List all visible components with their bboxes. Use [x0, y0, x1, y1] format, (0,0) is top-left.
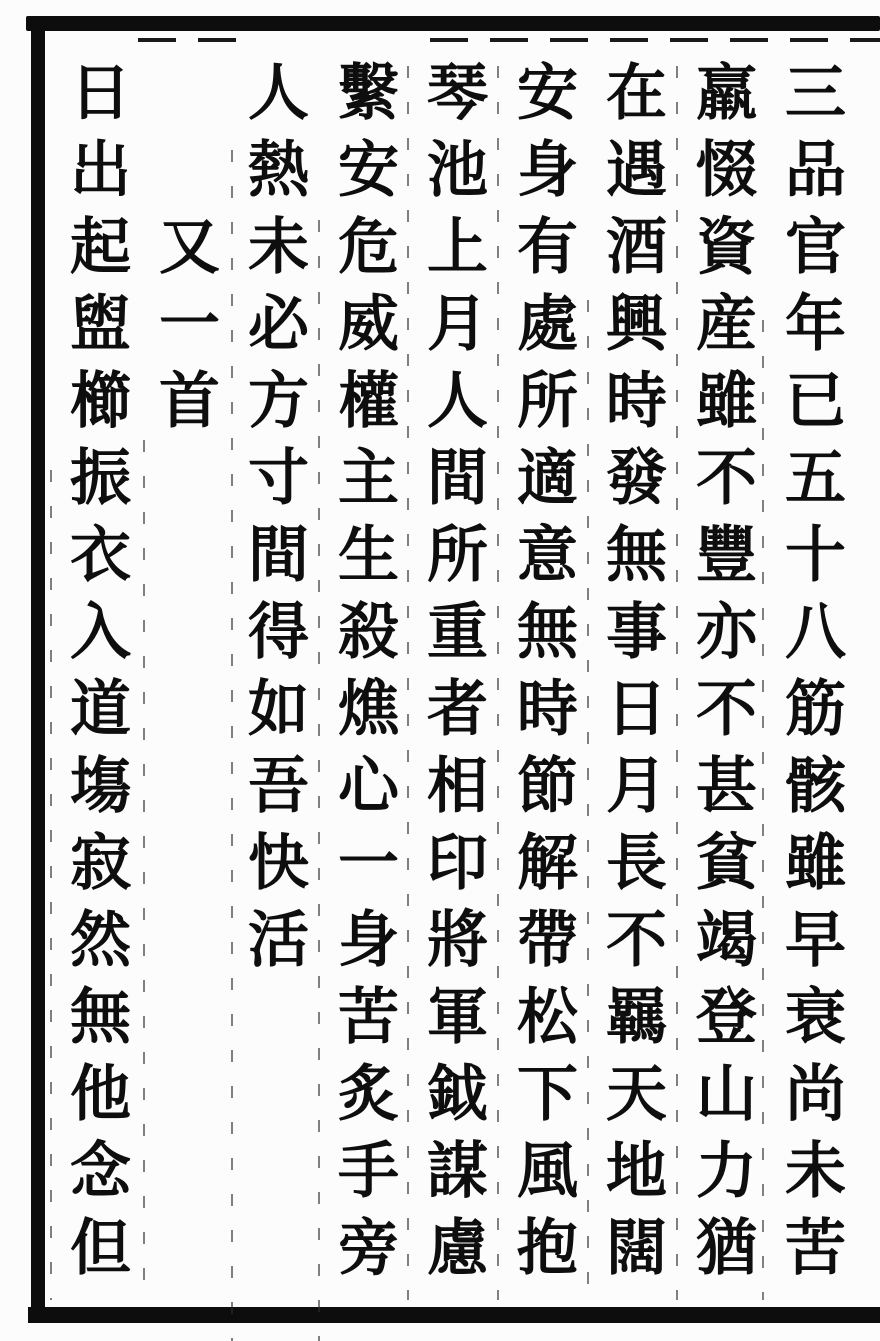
text-column-6: 繫安危威權主生殺燋心一身苦炙手旁: [328, 60, 399, 1292]
column-rule: [231, 150, 233, 1341]
column-rule: [676, 66, 678, 1300]
column-rule: [762, 320, 764, 1300]
column-rule: [407, 66, 409, 1300]
text-column-1: 三品官年已五十八筋骸雖早衰尚未苦: [775, 60, 846, 1292]
column-rule: [587, 300, 589, 1300]
column-rule: [143, 440, 145, 1300]
frame-top-border: [26, 16, 880, 31]
text-column-5: 琴池上月人間所重者相印將軍鉞謀慮: [417, 60, 488, 1292]
column-rule: [318, 220, 320, 1341]
frame-top-inner-line: [138, 38, 238, 42]
text-column-3: 在遇酒興時發無事日月長不羈天地闊: [596, 60, 667, 1292]
section-heading-another-poem: 又一首: [149, 214, 220, 445]
frame-left-border: [31, 18, 45, 1320]
column-rule: [50, 470, 52, 1300]
text-column-2: 羸惙資産雖不豐亦不甚貧竭登山力猶: [686, 60, 757, 1292]
frame-bottom-border: [28, 1307, 880, 1323]
column-rule: [497, 66, 499, 1300]
text-column-7: 人熱未必方寸間得如吾快活: [238, 60, 309, 984]
text-column-4: 安身有處所適意無時節解帶松下風抱: [507, 60, 578, 1292]
frame-top-inner-line: [430, 38, 880, 42]
text-column-9: 日出起盥櫛振衣入道塲寂然無他念但: [60, 60, 131, 1292]
